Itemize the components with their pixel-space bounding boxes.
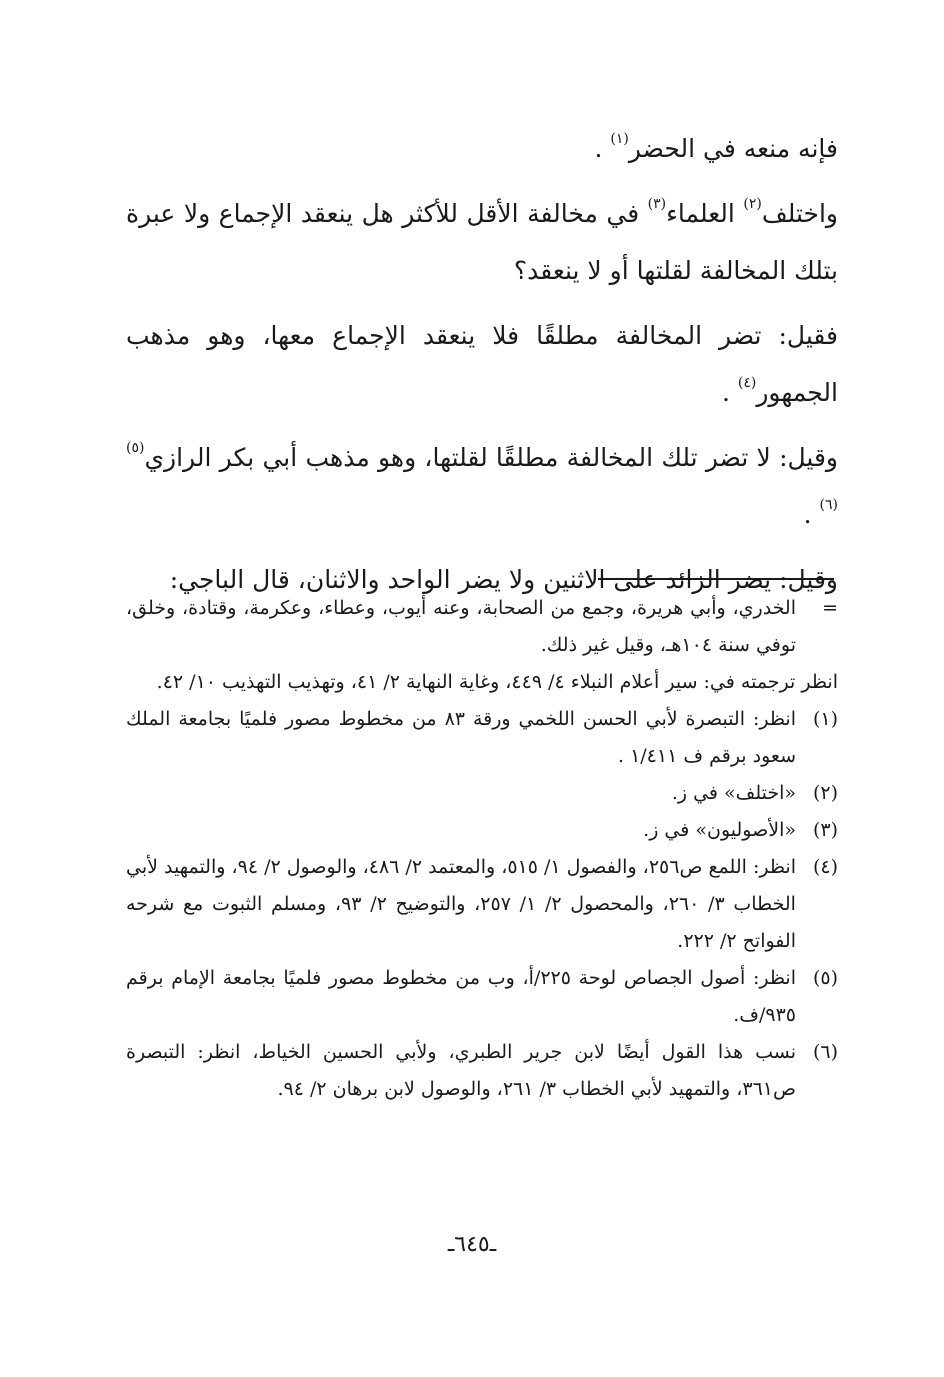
footnote-continuation-refs: انظر ترجمته في: سير أعلام النبلاء ٤/ ٤٤٩، وغاية النهاية ٢/ ٤١، وتهذيب التهذيب ١٠/ ٤٢. xyxy=(156,671,838,693)
footnote-separator xyxy=(598,578,834,580)
footnote-ref-1[interactable]: (١) xyxy=(610,131,629,147)
footnote-ref-5-6[interactable]: (٥)(٦) xyxy=(126,440,838,513)
page-number: ـ٦٤٥ـ xyxy=(447,1232,497,1257)
paragraph-1: فإنه منعه في الحضر$^{(١)}$ . xyxy=(594,131,838,163)
footnote-continuation xyxy=(126,590,838,664)
footnote-number: (٦) xyxy=(812,1041,838,1063)
footnote-text: انظر: التبصرة لأبي الحسن اللخمي ورقة ٨٣ من مخطوط مصور فلميًا بجامعة الملك سعود برقم ف ١/٤١١ . xyxy=(126,708,796,767)
footnote-2 xyxy=(126,775,838,812)
footnote-ref-3[interactable]: (٣) xyxy=(647,196,667,212)
footnote-text: انظر: أصول الجصاص لوحة ٢٢٥/أ، وب من مخطوط مصور فلميًا بجامعة الإمام برقم ٩٣٥/ف. xyxy=(126,967,796,1026)
paragraph-2: واختلف$^{(٢)}$ العلماء$^{(٣)}$ في مخالفة الأقل للأكثر هل ينعقد الإجماع ولا عبرة بتلك المخالفة لقلتها أو لا ينعقد؟ xyxy=(126,196,838,285)
footnote-4 xyxy=(126,849,838,960)
main-text xyxy=(126,120,838,616)
footnotes xyxy=(126,590,838,1108)
footnote-number: (٢) xyxy=(812,782,838,804)
footnote-3 xyxy=(126,812,838,849)
footnote-continuation-text: الخدري، وأبي هريرة، وجمع من الصحابة، وعنه أيوب، وعطاء، وعكرمة، وقتادة، وخلق، توفي سنة ١٠٤هـ، وقيل غير ذلك. xyxy=(126,597,796,656)
paragraph-5: وقيل: يضر الزائد على الاثنين ولا يضر الواحد والاثنان، قال الباجي: xyxy=(169,565,838,594)
paragraph-4: وقيل: لا تضر تلك المخالفة مطلقًا لقلتها، وهو مذهب أبي بكر الرازي$^{(٥)(٦)}$ . xyxy=(126,440,838,529)
footnote-ref-2[interactable]: (٢) xyxy=(743,196,762,212)
footnote-6 xyxy=(126,1034,838,1108)
footnote-5 xyxy=(126,960,838,1034)
footnote-text: نسب هذا القول أيضًا لابن جرير الطبري، ولأبي الحسين الخياط، انظر: التبصرة ص٣٦١، والتمهيد لأبي الخطاب ٣/ ٢٦١، والوصول لابن برهان ٢/ ٩٤. xyxy=(126,1041,796,1100)
footnote-number: (٥) xyxy=(812,967,838,989)
footnote-ref-4[interactable]: (٤) xyxy=(737,375,757,391)
continuation-mark: = xyxy=(822,597,838,619)
footnote-1 xyxy=(126,701,838,775)
footnote-text: انظر: اللمع ص٢٥٦، والفصول ١/ ٥١٥، والمعتمد ٢/ ٤٨٦، والوصول ٢/ ٩٤، والتمهيد لأبي الخطاب ٣/ ٢٦٠، والمحصول ٢/ ١/ ٢٥٧، والتوضيح ٢/ ٩٣، ومسلم الثبوت مع شرحه الفواتح ٢/ ٢٢٢. xyxy=(126,856,796,952)
paragraph-3: فقيل: تضر المخالفة مطلقًا فلا ينعقد الإجماع معها، وهو مذهب الجمهور$^{(٤)}$ . xyxy=(126,321,838,407)
footnote-number: (٣) xyxy=(812,819,838,841)
footnote-number: (١) xyxy=(812,708,838,730)
footnote-text: «اختلف» في ز. xyxy=(671,782,796,804)
footnote-number: (٤) xyxy=(812,856,838,878)
footnote-text: «الأصوليون» في ز. xyxy=(643,819,796,841)
